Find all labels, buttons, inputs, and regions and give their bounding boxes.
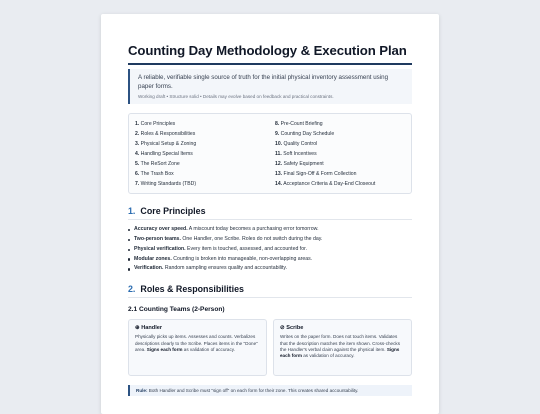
toc-item[interactable]: 1. Core Principles: [135, 121, 176, 128]
scribe-text: Writes on the paper form. Does not touch items. Validates that the description matches the item shown. Cross-checks the Handler's verbal claim against the physical item. Signs each form as validation of accuracy.: [280, 334, 401, 359]
intro-callout: [128, 69, 412, 104]
toc-item[interactable]: 14. Acceptance Criteria & Day-End Closeout: [275, 181, 376, 188]
rule-note: [128, 385, 412, 396]
toc-item[interactable]: 2. Roles & Responsibilities: [135, 131, 196, 138]
list-item: Modular zones. Counting is broken into manageable, non-overlapping areas.: [128, 255, 412, 265]
toc-item[interactable]: 12. Safety Equipment: [275, 161, 324, 168]
role-cards: [128, 319, 412, 376]
toc-left-column: [135, 119, 265, 189]
toc-item[interactable]: 10. Quality Control: [275, 141, 318, 148]
section-title: Roles & Responsibilities: [140, 284, 244, 295]
title-rule: [128, 63, 412, 65]
toc-item[interactable]: 3. Physical Setup & Zoning: [135, 141, 197, 148]
list-item: Verification. Random sampling ensures quality and accountability.: [128, 264, 412, 274]
toc-item[interactable]: 5. The ReSort Zone: [135, 161, 180, 168]
toc-item[interactable]: 13. Final Sign-Off & Form Collection: [275, 171, 357, 178]
section-number: 1.: [128, 206, 136, 217]
intro-meta: Working draft • Structure solid • Details may evolve based on feedback and practical constraints.: [138, 94, 334, 100]
table-of-contents: [128, 113, 412, 194]
page-title: Counting Day Methodology & Execution Plan: [128, 43, 407, 58]
toc-right-column: [275, 119, 405, 189]
section-heading-core-principles: [128, 206, 412, 220]
rule-text: Both Handler and Scribe must "sign off" on each form for their zone. This creates shared accountability.: [147, 388, 359, 394]
toc-item[interactable]: 11. Soft Incentives: [275, 151, 317, 158]
handler-text: Physically picks up items. Assesses and counts. Verbalizes descriptions clearly to the Scribe. Places items in the "Done" area. Signs each form as validation of accuracy.: [135, 334, 258, 352]
subsection-heading: 2.1 Counting Teams (2-Person): [128, 306, 225, 314]
toc-item[interactable]: 8. Pre-Count Briefing: [275, 121, 323, 128]
intro-text: A reliable, verifiable single source of truth for the initial physical inventory assessment using paper forms.: [138, 74, 389, 90]
handler-title: ⊕ Handler: [135, 325, 163, 332]
scribe-card: [273, 319, 412, 376]
core-principles-list: [128, 225, 412, 274]
handler-card: [128, 319, 267, 376]
rule-label: Rule:: [136, 388, 148, 394]
toc-item[interactable]: 6. The Trash Box: [135, 171, 174, 178]
section-heading-roles: [128, 284, 412, 298]
list-item: Physical verification. Every item is touched, assessed, and accounted for.: [128, 245, 412, 255]
toc-item[interactable]: 7. Writing Standards (TBD): [135, 181, 197, 188]
toc-item[interactable]: 4. Handling Special Items: [135, 151, 193, 158]
list-item: Two-person teams. One Handler, one Scribe. Roles do not switch during the day.: [128, 235, 412, 245]
document-page: [101, 14, 439, 414]
list-item: Accuracy over speed. A miscount today becomes a purchasing error tomorrow.: [128, 225, 412, 235]
toc-item[interactable]: 9. Counting Day Schedule: [275, 131, 335, 138]
section-number: 2.: [128, 284, 136, 295]
section-title: Core Principles: [140, 206, 206, 217]
scribe-title: ⊘ Scribe: [280, 325, 304, 332]
